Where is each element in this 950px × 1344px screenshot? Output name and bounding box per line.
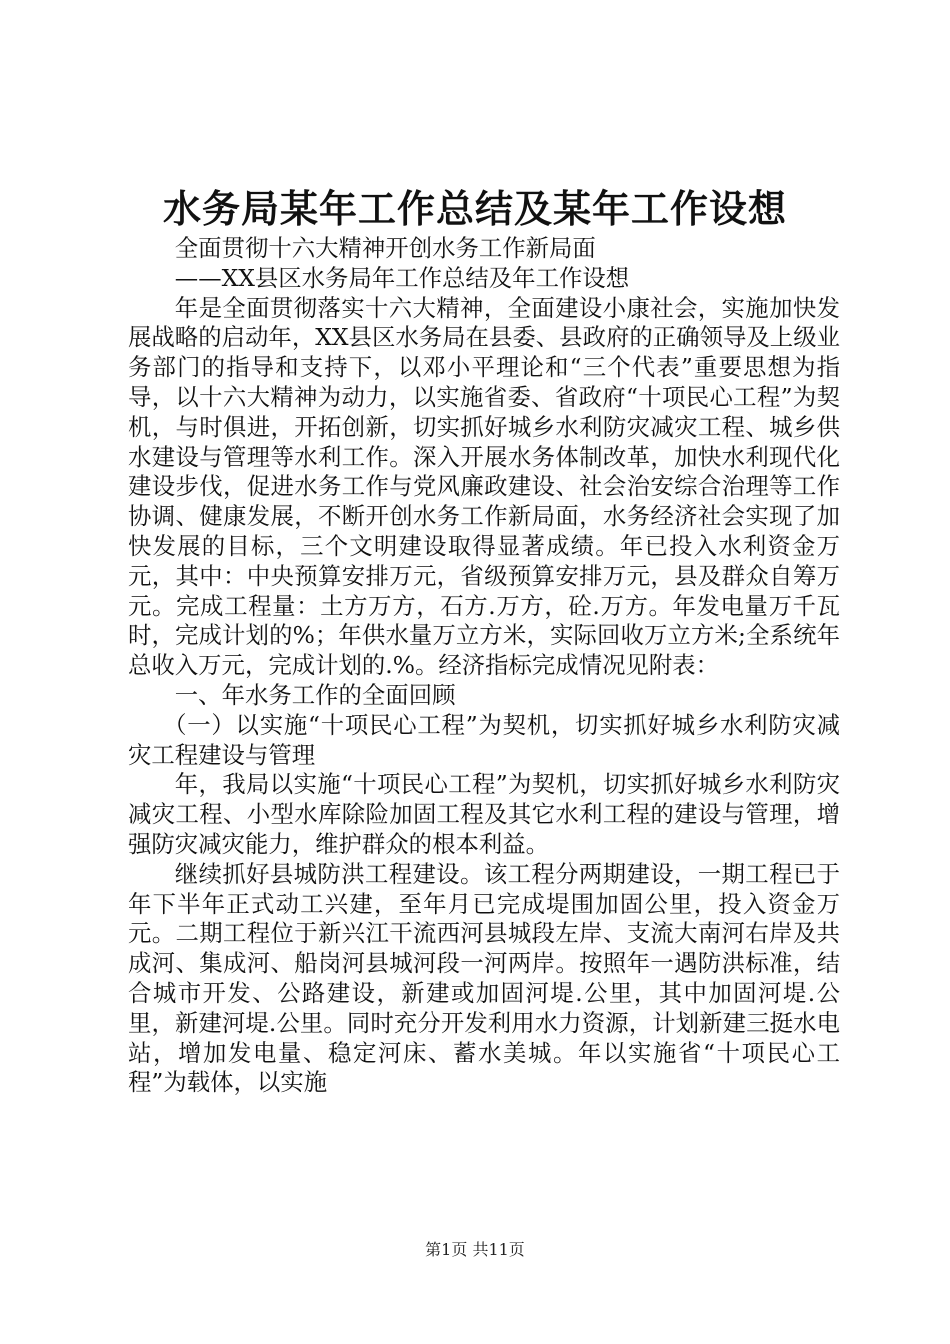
page-footer: 第1页 共11页 bbox=[425, 1240, 525, 1259]
subtitle-main: 全面贯彻十六大精神开创水务工作新局面 bbox=[174, 234, 596, 262]
paragraph-body-1: 年，我局以实施“十项民心工程”为契机，切实抓好城乡水利防灾减灾工程、小型水库除险加固工程及其它水利工程的建设与管理，增强防灾减灾能力，维护群众的根本利益。 bbox=[128, 770, 840, 858]
document-title: 水务局某年工作总结及某年工作设想 bbox=[162, 186, 787, 231]
section-heading-1: 一、年水务工作的全面回顾 bbox=[174, 680, 456, 709]
paragraph-intro: 年是全面贯彻落实十六大精神，全面建设小康社会，实施加快发展战略的启动年，XX县区水务局在县委、县政府的正确领导及上级业务部门的指导和支持下，以邓小平理论和“三个代表”重要思想为指导，以十六大精神为动力，以实施省委、省政府“十项民心工程”为契机，与时俱进，开拓创新，切实抓好城乡水利防灾减灾工程、城乡供水建设与管理等水利工作。深入开展水务体制改革，加快水利现代化建设步伐，促进水务工作与党风廉政建设、社会治安综合治理等工作协调、健康发展，不断开创水务工作新局面，水务经济社会实现了加快发展的目标，三个文明建设取得显著成绩。年已投入水利资金万元，其中：中央预算安排万元，省级预算安排万元，县及群众自筹万元。完成工程量：土方万方，石方.万方，砼.万方。年发电量万千瓦时，完成计划的%；年供水量万立方米，实际回收万立方米;全系统年总收入万元，完成计划的.%。经济指标完成情况见附表： bbox=[128, 293, 840, 680]
subsection-heading-1: （一）以实施“十项民心工程”为契机，切实抓好城乡水利防灾减灾工程建设与管理 bbox=[128, 710, 840, 769]
paragraph-body-2: 继续抓好县城防洪工程建设。该工程分两期建设，一期工程已于年下半年正式动工兴建，至年月已完成堤围加固公里，投入资金万元。二期工程位于新兴江干流西河县城段左岸、支流大南河右岸及共成河、集成河、船岗河县城河段一河两岸。按照年一遇防洪标准，结合城市开发、公路建设，新建或加固河堤.公里，其中加固河堤.公里，新建河堤.公里。同时充分开发利用水力资源，计划新建三挺水电站，增加发电量、稳定河床、蓄水美城。年以实施省“十项民心工程”为载体，以实施 bbox=[128, 859, 840, 1097]
subtitle-sub: ——XX县区水务局年工作总结及年工作设想 bbox=[174, 263, 630, 292]
document-body bbox=[128, 234, 840, 1098]
